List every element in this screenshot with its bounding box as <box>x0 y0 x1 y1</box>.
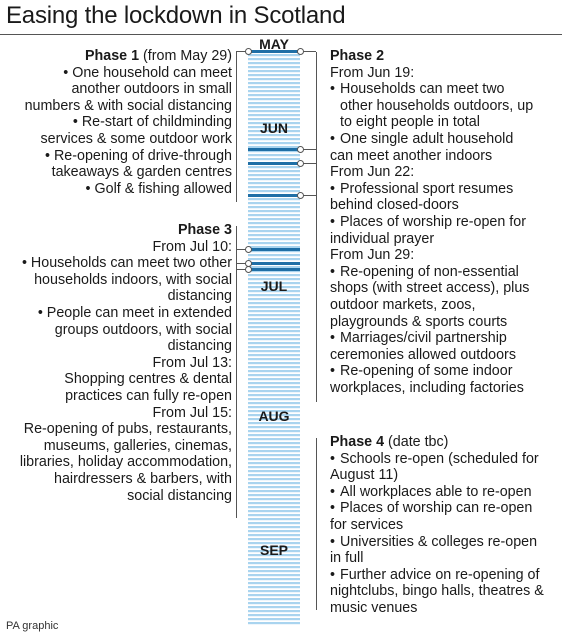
timeline-stripe <box>248 342 300 344</box>
phase-4-item: • Schools re-open (scheduled for August 11) <box>330 451 558 484</box>
timeline-stripe <box>248 510 300 512</box>
phase-3-text: Re-opening of pubs, restaurants, museums, galleries, cinemas, libraries, holiday accommodation, hairdressers & barbers, with social distancing <box>19 421 232 504</box>
timeline-dot <box>297 192 304 199</box>
timeline-stripe <box>248 154 300 156</box>
timeline-stripe <box>248 378 300 380</box>
timeline-stripe <box>248 266 300 268</box>
timeline-stripe <box>248 158 300 160</box>
timeline-stripe <box>248 74 300 76</box>
timeline-stripe <box>248 114 300 116</box>
phase-3-date-jul15: From Jul 15: <box>152 404 232 421</box>
timeline-stripe <box>248 574 300 576</box>
timeline-stripe <box>248 438 300 440</box>
timeline-stripe <box>248 346 300 348</box>
phase-4-item: • All workplaces able to re-open <box>330 484 558 501</box>
timeline-stripe <box>248 602 300 604</box>
timeline-stripe <box>248 218 300 220</box>
phase-4-block <box>330 434 558 617</box>
footer-credit: PA graphic <box>6 620 59 632</box>
timeline-dot <box>297 160 304 167</box>
timeline-stripe <box>248 66 300 68</box>
timeline-stripe <box>248 470 300 472</box>
timeline-stripe <box>248 330 300 332</box>
timeline-stripe <box>248 102 300 104</box>
timeline-event-marker <box>248 268 300 271</box>
phase-2-bracket <box>316 52 317 402</box>
timeline-stripe <box>248 430 300 432</box>
timeline-stripe <box>248 358 300 360</box>
timeline-stripe <box>248 390 300 392</box>
timeline-stripe <box>248 98 300 100</box>
month-label-sep: SEP <box>259 542 288 558</box>
timeline-stripe <box>248 386 300 388</box>
timeline-stripe <box>248 590 300 592</box>
phase-3-date-jul13: From Jul 13: <box>152 354 232 371</box>
timeline-stripe <box>248 362 300 364</box>
timeline-stripe <box>248 434 300 436</box>
timeline-stripe <box>248 614 300 616</box>
timeline-stripe <box>248 450 300 452</box>
timeline-dot <box>245 266 252 273</box>
timeline-stripe <box>248 374 300 376</box>
timeline-dot <box>297 48 304 55</box>
timeline-stripe <box>248 178 300 180</box>
timeline-stripe <box>248 506 300 508</box>
timeline-stripe <box>248 170 300 172</box>
phase-1-item: • Re-opening of drive-through takeaways & garden centres <box>44 147 232 181</box>
page-title: Easing the lockdown in Scotland <box>6 2 346 29</box>
timeline-stripe <box>248 494 300 496</box>
timeline-stripe <box>248 166 300 168</box>
timeline-stripe <box>248 326 300 328</box>
timeline-stripe <box>248 306 300 308</box>
timeline-stripe <box>248 174 300 176</box>
timeline-stripe <box>248 198 300 200</box>
timeline-event-marker <box>248 148 300 151</box>
timeline-stripe <box>248 206 300 208</box>
timeline-stripe <box>248 310 300 312</box>
month-label-aug: AUG <box>258 408 290 424</box>
timeline-stripe <box>248 254 300 256</box>
timeline-stripe <box>248 474 300 476</box>
timeline-stripe <box>248 242 300 244</box>
month-label-jun: JUN <box>259 120 288 136</box>
timeline-stripe <box>248 562 300 564</box>
timeline-stripe <box>248 498 300 500</box>
timeline-stripe <box>248 490 300 492</box>
timeline-stripe <box>248 142 300 144</box>
timeline-stripe <box>248 238 300 240</box>
timeline-stripe <box>248 86 300 88</box>
timeline-stripe <box>248 622 300 624</box>
timeline-stripe <box>248 478 300 480</box>
timeline-stripe <box>248 606 300 608</box>
timeline-stripe <box>248 226 300 228</box>
phase-2-block <box>330 48 558 396</box>
timeline-stripe <box>248 302 300 304</box>
phase-3-block <box>0 222 232 504</box>
phase-3-heading: Phase 3 <box>177 222 232 238</box>
timeline-stripe <box>248 598 300 600</box>
phase-1-bracket <box>236 52 237 202</box>
month-label-jul: JUL <box>260 278 288 294</box>
timeline-stripe <box>248 258 300 260</box>
timeline-stripe <box>248 610 300 612</box>
month-label-may: MAY <box>259 36 289 52</box>
phase-4-item: • Universities & colleges re-open in full <box>330 534 558 567</box>
timeline-stripe <box>248 370 300 372</box>
timeline-stripe <box>248 394 300 396</box>
phase-2-heading: Phase 2 <box>330 48 385 64</box>
timeline-stripe <box>248 58 300 60</box>
phase-4-item: • Further advice on re-opening of nightclubs, bingo halls, theatres & music venues <box>330 567 558 617</box>
timeline-stripe <box>248 586 300 588</box>
phase-2-item: • Marriages/civil partnership ceremonies allowed outdoors <box>330 330 558 363</box>
timeline-stripe <box>248 458 300 460</box>
timeline-dot <box>245 246 252 253</box>
timeline-stripe <box>248 70 300 72</box>
timeline-event-marker <box>248 162 300 165</box>
timeline-stripe <box>248 106 300 108</box>
phase-4-item: • Places of worship can re-open for services <box>330 500 558 533</box>
phase-3-item: • People can meet in extended groups outdoors, with social distancing <box>37 304 232 355</box>
timeline-stripe <box>248 210 300 212</box>
timeline-stripe <box>248 534 300 536</box>
phase-3-text: Shopping centres & dental practices can fully re-open <box>64 371 232 404</box>
phase-2-date-jun29: From Jun 29: <box>330 247 415 264</box>
timeline-stripe <box>248 526 300 528</box>
timeline-stripe <box>248 618 300 620</box>
timeline-stripe <box>248 298 300 300</box>
timeline-event-marker <box>248 262 300 265</box>
timeline-stripe <box>248 246 300 248</box>
timeline-stripe <box>248 354 300 356</box>
phase-2-item: • Households can meet two other households outdoors, up to eight people in total <box>330 81 558 131</box>
timeline-stripe <box>248 94 300 96</box>
phase-1-item: • One household can meet another outdoors in small numbers & with social distancing <box>24 64 232 114</box>
timeline-stripe <box>248 230 300 232</box>
timeline-dot <box>245 48 252 55</box>
phase-3-date-jul10: From Jul 10: <box>152 238 232 255</box>
phase-2-item: • Professional sport resumes behind closed-doors <box>330 181 558 214</box>
timeline-stripe <box>248 566 300 568</box>
timeline-stripe <box>248 442 300 444</box>
phase-1-block <box>0 48 232 197</box>
timeline-stripe <box>248 338 300 340</box>
timeline-stripe <box>248 54 300 56</box>
timeline-stripe <box>248 582 300 584</box>
phase-4-bracket <box>316 438 317 610</box>
timeline-stripe <box>248 202 300 204</box>
timeline-event-marker <box>248 248 300 251</box>
timeline-stripe <box>248 382 300 384</box>
timeline-stripe <box>248 182 300 184</box>
phase-1-item: • Golf & fishing allowed <box>85 180 232 197</box>
phase-3-item: • Households can meet two other households indoors, with social distancing <box>21 255 232 305</box>
timeline-stripe <box>248 90 300 92</box>
phase-2-item: • Re-opening of some indoor workplaces, including factories <box>330 363 558 396</box>
timeline-stripe <box>248 402 300 404</box>
timeline-stripe <box>248 522 300 524</box>
timeline-stripe <box>248 514 300 516</box>
timeline-event-marker <box>248 194 300 197</box>
phase-2-date-jun22: From Jun 22: <box>330 164 415 181</box>
timeline-stripe <box>248 222 300 224</box>
timeline-stripe <box>248 578 300 580</box>
timeline-stripe <box>248 82 300 84</box>
timeline-stripe <box>248 466 300 468</box>
phase-2-item: • Places of worship re-open for individual prayer <box>330 214 558 247</box>
timeline-stripe <box>248 594 300 596</box>
phase-2-date-jun19: From Jun 19: <box>330 64 415 81</box>
timeline-stripe <box>248 146 300 148</box>
timeline-stripe <box>248 322 300 324</box>
phase-2-item: • One single adult household can meet another indoors <box>330 131 558 164</box>
timeline-stripe <box>248 462 300 464</box>
timeline-stripe <box>248 294 300 296</box>
phase-4-heading: Phase 4 (date tbc) <box>330 434 449 450</box>
timeline-stripe <box>248 62 300 64</box>
timeline-stripe <box>248 446 300 448</box>
timeline-stripe <box>248 454 300 456</box>
timeline-stripe <box>248 486 300 488</box>
title-divider <box>0 34 562 35</box>
timeline-stripe <box>248 538 300 540</box>
timeline-stripe <box>248 78 300 80</box>
phase-2-item: • Re-opening of non-essential shops (with street access), plus outdoor markets, zoos, playgrounds & sports courts <box>330 264 558 330</box>
timeline-dot <box>297 146 304 153</box>
timeline-stripe <box>248 350 300 352</box>
timeline-stripe <box>248 570 300 572</box>
timeline-stripe <box>248 186 300 188</box>
timeline-stripe <box>248 398 300 400</box>
phase-1-item: • Re-start of childminding services & some outdoor work <box>40 114 232 147</box>
timeline-stripe <box>248 138 300 140</box>
timeline-stripe <box>248 530 300 532</box>
timeline-stripe <box>248 190 300 192</box>
timeline-stripe <box>248 482 300 484</box>
phase-1-heading: Phase 1 (from May 29) <box>84 48 232 64</box>
timeline-stripe <box>248 558 300 560</box>
timeline-stripe <box>248 518 300 520</box>
timeline-stripe <box>248 366 300 368</box>
timeline-stripe <box>248 426 300 428</box>
timeline-stripe <box>248 334 300 336</box>
timeline-stripe <box>248 214 300 216</box>
timeline-stripe <box>248 318 300 320</box>
timeline-stripe <box>248 110 300 112</box>
timeline-stripe <box>248 314 300 316</box>
timeline-stripe <box>248 274 300 276</box>
timeline-stripe <box>248 234 300 236</box>
timeline-stripe <box>248 502 300 504</box>
